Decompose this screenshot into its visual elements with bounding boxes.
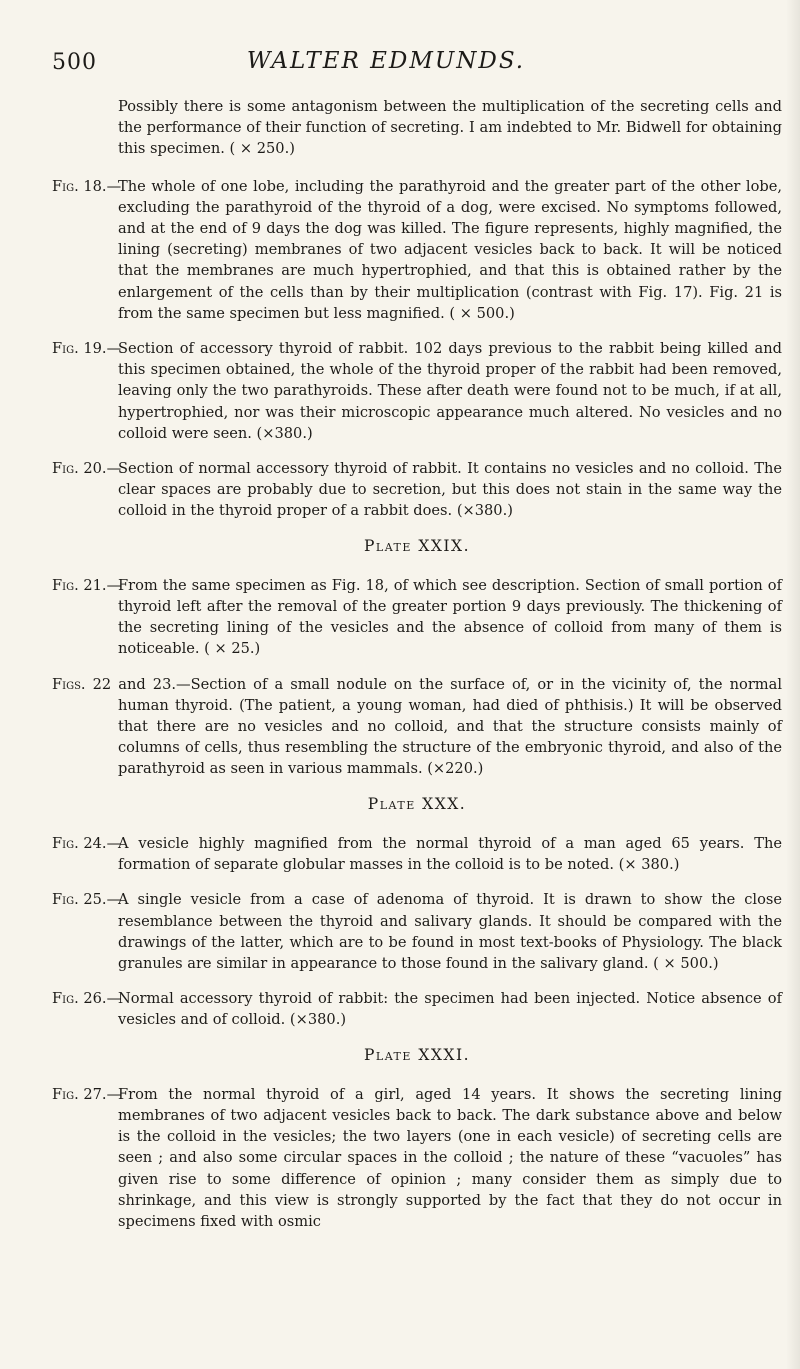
page-edge-shadow xyxy=(786,0,800,1369)
figure-text: From the normal thyroid of a girl, aged 14 years. It shows the secreting lining membranes of two adjacent vesicles back to back. The dark substance above and below is the colloid in the vesicles; the two layers (one in each vesicle) of secreting cells are seen ; and also some circular spaces in the colloid ; the nature of these “vacuoles” has given rise to some difference of opinion ; many consider them as simply due to shrinkage, and this view is strongly supported by the fact that they do not occur in specimens fixed with osmic xyxy=(118,1085,782,1230)
intro-paragraph: Possibly there is some antagonism between the multiplication of the secreting cells and the performance of their function of secreting. I am indebted to Mr. Bidwell for obtaining this specimen. ( × 250.) xyxy=(118,98,782,158)
figure-label: Fig. 26.— xyxy=(52,990,122,1008)
figure-text: A vesicle highly magnified from the normal thyroid of a man aged 65 years. The formation of separate globular masses in the colloid is to be noted. (× 380.) xyxy=(118,834,782,874)
figure-label: Fig. 27.— xyxy=(52,1085,122,1103)
figure-text xyxy=(52,674,782,780)
running-title: WALTER EDMUNDS. xyxy=(246,48,526,74)
plate-heading-xxxi: Plate XXXI. xyxy=(363,1045,471,1064)
figure-description-27 xyxy=(52,1084,782,1232)
plate-heading-xxx: Plate XXX. xyxy=(367,794,467,813)
figure-description-20 xyxy=(52,458,782,522)
figure-label: Fig. 18.— xyxy=(52,177,122,195)
figure-description-21 xyxy=(52,575,782,660)
figure-label: Figs. xyxy=(52,675,86,693)
figure-label: Fig. 24.— xyxy=(52,834,122,852)
plate-heading-xxix: Plate XXIX. xyxy=(363,536,471,555)
figure-description-18 xyxy=(52,176,782,324)
figure-description-24 xyxy=(52,833,782,875)
figure-label: Fig. 25.— xyxy=(52,891,122,909)
figure-number: 22 and 23.— xyxy=(92,675,191,693)
figure-label: Fig. 20.— xyxy=(52,460,122,478)
figure-text: The whole of one lobe, including the parathyroid and the greater part of the other lobe, excluding the parathyroid of the thyroid of a dog, were excised. No symptoms followed, and at the end of 9 days the dog was killed. The figure represents, highly magnified, the lining (secreting) membranes of two adjacent vesicles back to back. It will be noticed that the membranes are much hypertrophied, and that this is obtained rather by the enlargement of the cells than by their multiplication (contrast with Fig. 17). Fig. 21 is from the same specimen but less magnified. ( × 500.) xyxy=(118,177,782,322)
figure-text: Section of accessory thyroid of rabbit. 102 days previous to the rabbit being killed and this specimen obtained, the whole of the thyroid proper of the rabbit had been removed, leaving only the two parathyroids. These after death were found not to be much, if at all, hypertrophied, nor was their microscopic appearance much altered. No vesicles and no colloid were seen. (×380.) xyxy=(118,340,782,442)
figure-label: Fig. 19.— xyxy=(52,340,122,358)
figure-description-26 xyxy=(52,988,782,1030)
figure-label: Fig. 21.— xyxy=(52,576,122,594)
figure-text: A single vesicle from a case of adenoma of thyroid. It is drawn to show the close resemblance between the thyroid and salivary glands. It should be compared with the drawings of the latter, which are to be found in most text-books of Physiology. The black granules are similar in appearance to those found in the salivary gland. ( × 500.) xyxy=(118,891,782,972)
figure-description-19 xyxy=(52,338,782,444)
figure-description-22-23 xyxy=(52,674,782,780)
figure-text: Section of normal accessory thyroid of rabbit. It contains no vesicles and no colloid. The clear spaces are probably due to secretion, but this does not stain in the same way the colloid in the thyroid proper of a rabbit does. (×380.) xyxy=(118,460,782,520)
page-body xyxy=(52,96,782,1246)
figure-text: From the same specimen as Fig. 18, of which see description. Section of small portion of thyroid left after the removal of the greater portion 9 days previously. The thickening of the secreting lining of the vesicles and the absence of colloid from many of them is noticeable. ( × 25.) xyxy=(118,576,782,658)
figure-description-25 xyxy=(52,889,782,974)
figure-text: Normal accessory thyroid of rabbit: the specimen had been injected. Notice absence of vesicles and of colloid. (×380.) xyxy=(118,990,782,1029)
figure-body: Section of a small nodule on the surface of, or in the vicinity of, the normal human thyroid. (The patient, a young woman, had died of phthisis.) It will be observed that there are no vesicles and no colloid, and that the structure consists mainly of columns of cells, thus resembling the structure of the embryonic thyroid, and also of the parathyroid as seen in various mammals. (×220.) xyxy=(118,675,783,778)
page-number: 500 xyxy=(52,50,97,75)
page-header xyxy=(52,44,760,84)
